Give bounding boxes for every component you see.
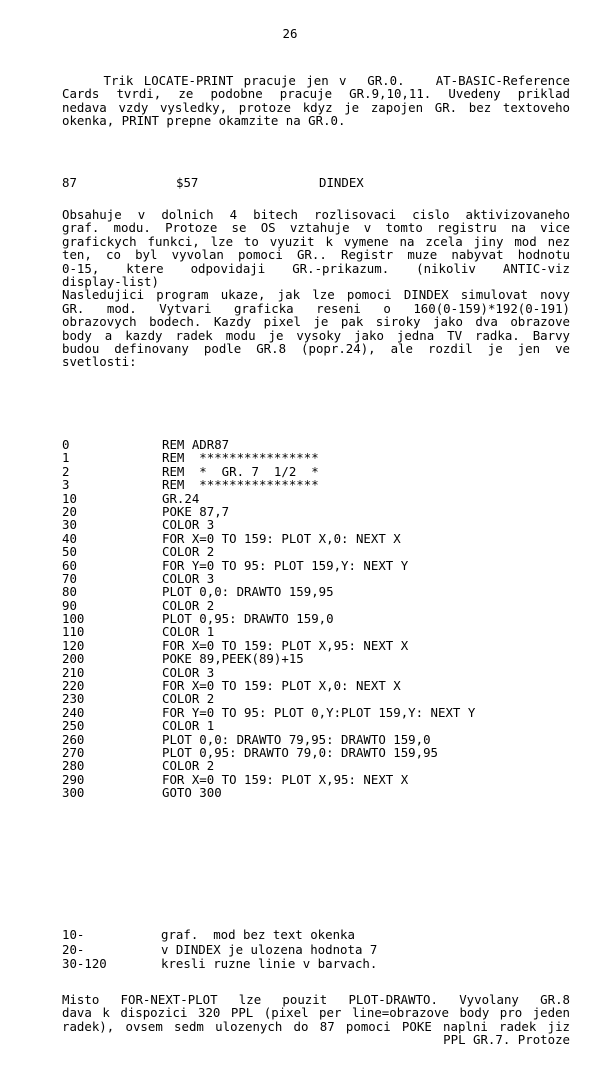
code-statement: COLOR 3	[162, 570, 215, 586]
closing-line: Misto FOR-NEXT-PLOT lze pouzit PLOT-DRAWTO. Vyvolany GR.8	[62, 992, 570, 1007]
code-statement: COLOR 2	[162, 691, 215, 707]
code-line-number: 290	[62, 771, 85, 787]
note-text: graf. mod bez text okenka	[161, 927, 355, 942]
code-statement: REM * GR. 7 1/2 *	[162, 463, 319, 479]
note-range: 10-	[62, 927, 85, 942]
description-line: 0-15, ktere odpovidaji GR.-prikazum. (nikoliv ANTIC-viz	[62, 260, 570, 276]
code-line	[62, 639, 562, 652]
code-statement: POKE 87,7	[162, 503, 230, 519]
code-line-number: 280	[62, 758, 85, 774]
code-line-number: 0	[62, 437, 70, 452]
code-line-number: 40	[62, 530, 77, 546]
intro-line: okenka, PRINT prepne okamzite na GR.0.	[62, 113, 346, 129]
code-line	[62, 585, 562, 598]
intro-line: nedava vzdy vysledky, protoze kdyz je zapojen GR. bez textoveho	[62, 99, 570, 115]
code-line-number: 90	[62, 597, 77, 613]
code-line	[62, 706, 562, 719]
code-line	[62, 773, 562, 786]
code-statement: COLOR 1	[162, 718, 215, 734]
code-line	[62, 438, 562, 451]
note-range: 20-	[62, 941, 85, 957]
code-line	[62, 786, 562, 799]
code-line-number: 210	[62, 664, 85, 680]
code-line	[62, 518, 562, 531]
code-line-number: 70	[62, 570, 77, 586]
description-line: graf. modu. Protoze se OS vztahuje v tomto registru na vice	[62, 220, 570, 236]
code-line-number: 110	[62, 624, 85, 640]
code-line-number: 60	[62, 557, 77, 573]
code-line	[62, 733, 562, 746]
code-statement: FOR Y=0 TO 95: PLOT 159,Y: NEXT Y	[162, 557, 409, 573]
code-statement: COLOR 3	[162, 517, 215, 533]
code-line	[62, 692, 562, 705]
description-line: obrazovych bodech. Kazdy pixel je pak siroky jako dva obrazove	[62, 314, 570, 330]
code-line-number: 10	[62, 490, 77, 506]
code-line-number: 300	[62, 785, 85, 801]
code-line	[62, 652, 562, 665]
code-statement: FOR X=0 TO 159: PLOT X,95: NEXT X	[162, 637, 409, 653]
description-line: Obsahuje v dolnich 4 bitech rozlisovaci cislo aktivizovaneho	[62, 207, 570, 222]
code-line	[62, 746, 562, 759]
code-line-number: 120	[62, 637, 85, 653]
code-line	[62, 451, 562, 464]
register-decimal: 87	[62, 175, 77, 190]
register-hex: $57	[176, 175, 199, 190]
code-statement: FOR X=0 TO 159: PLOT X,0: NEXT X	[162, 678, 401, 694]
code-line	[62, 572, 562, 585]
code-line-number: 2	[62, 463, 70, 479]
code-statement: GOTO 300	[162, 785, 222, 801]
description-line: body a kazdy radek modu je vysoky jako jedna TV radka. Barvy	[62, 327, 570, 343]
code-statement: FOR X=0 TO 159: PLOT X,0: NEXT X	[162, 530, 401, 546]
code-line	[62, 532, 562, 545]
code-line-number: 200	[62, 651, 85, 667]
code-statement: PLOT 0,95: DRAWTO 79,0: DRAWTO 159,95	[162, 744, 439, 760]
line-notes	[62, 928, 562, 972]
code-line	[62, 465, 562, 478]
code-line	[62, 612, 562, 625]
description-line: svetlosti:	[62, 354, 137, 370]
code-line-number: 270	[62, 744, 85, 760]
code-line-number: 20	[62, 503, 77, 519]
code-statement: COLOR 2	[162, 544, 215, 560]
description-line: ten, co byl vyvolan pomoci GR.. Registr muze nabyvat hodnotu	[62, 247, 570, 263]
code-statement: COLOR 1	[162, 624, 215, 640]
code-line	[62, 666, 562, 679]
code-line	[62, 719, 562, 732]
code-line	[62, 505, 562, 518]
code-statement: COLOR 3	[162, 664, 215, 680]
code-line-number: 250	[62, 718, 85, 734]
code-statement: REM ****************	[162, 477, 319, 493]
code-line	[62, 759, 562, 772]
register-name: DINDEX	[319, 175, 364, 190]
note-line	[62, 928, 562, 943]
code-line-number: 260	[62, 731, 85, 747]
code-line-number: 50	[62, 544, 77, 560]
closing-line: dava k dispozici 320 PPL (pixel per line=obrazove body pro jeden	[62, 1005, 570, 1021]
note-range: 30-120	[62, 956, 107, 972]
note-text: kresli ruzne linie v barvach.	[161, 956, 378, 972]
code-line	[62, 679, 562, 692]
description-line: Nasledujici program ukaze, jak lze pomoci DINDEX simulovat novy	[62, 287, 570, 303]
page-number: 26	[282, 26, 298, 41]
description-line: grafickych funkci, lze to vyuzit k vymene na zcela jiny mod nez	[62, 233, 570, 249]
code-line-number: 230	[62, 691, 85, 707]
code-statement: PLOT 0,0: DRAWTO 159,95	[162, 584, 334, 600]
note-text: v DINDEX je ulozena hodnota 7	[161, 941, 378, 957]
code-line-number: 100	[62, 611, 85, 627]
code-statement: PLOT 0,0: DRAWTO 79,95: DRAWTO 159,0	[162, 731, 431, 747]
code-line-number: 1	[62, 450, 70, 466]
code-line	[62, 492, 562, 505]
intro-line: Cards tvrdi, ze podobne pracuje GR.9,10,11. Uvedeny priklad	[62, 86, 570, 102]
code-statement: PLOT 0,95: DRAWTO 159,0	[162, 611, 334, 627]
code-line-number: 30	[62, 517, 77, 533]
code-statement: FOR Y=0 TO 95: PLOT 0,Y:PLOT 159,Y: NEXT Y	[162, 704, 476, 720]
code-statement: FOR X=0 TO 159: PLOT X,95: NEXT X	[162, 771, 409, 787]
code-line-number: 240	[62, 704, 85, 720]
code-statement: REM ****************	[162, 450, 319, 466]
basic-program-listing	[62, 438, 562, 800]
code-statement: REM ADR87	[162, 437, 230, 452]
note-line	[62, 943, 562, 958]
note-line	[62, 957, 562, 972]
code-line	[62, 478, 562, 491]
code-statement: COLOR 2	[162, 597, 215, 613]
closing-line: PPL GR.7. Protoze	[443, 1032, 570, 1048]
closing-line: radek), ovsem sedm ulozenych do 87 pomoci POKE naplni radek jiz	[62, 1018, 570, 1034]
code-statement: GR.24	[162, 490, 200, 506]
code-line	[62, 599, 562, 612]
description-line: budou definovany podle GR.8 (popr.24), ale rozdil je jen ve	[62, 341, 570, 357]
code-line	[62, 559, 562, 572]
code-line	[62, 545, 562, 558]
code-line-number: 80	[62, 584, 77, 600]
code-line-number: 220	[62, 678, 85, 694]
intro-line: Trik LOCATE-PRINT pracuje jen v GR.0. AT-BASIC-Reference	[62, 73, 570, 88]
register-header	[62, 176, 570, 190]
description-line: GR. mod. Vytvari graficka reseni o 160(0-159)*192(0-191)	[62, 300, 570, 316]
code-line-number: 3	[62, 477, 70, 493]
description-line: display-list)	[62, 274, 159, 290]
description-paragraph	[62, 208, 570, 369]
code-statement: POKE 89,PEEK(89)+15	[162, 651, 304, 667]
code-line	[62, 625, 562, 638]
code-statement: COLOR 2	[162, 758, 215, 774]
intro-paragraph	[62, 74, 570, 128]
closing-paragraph	[62, 993, 570, 1047]
